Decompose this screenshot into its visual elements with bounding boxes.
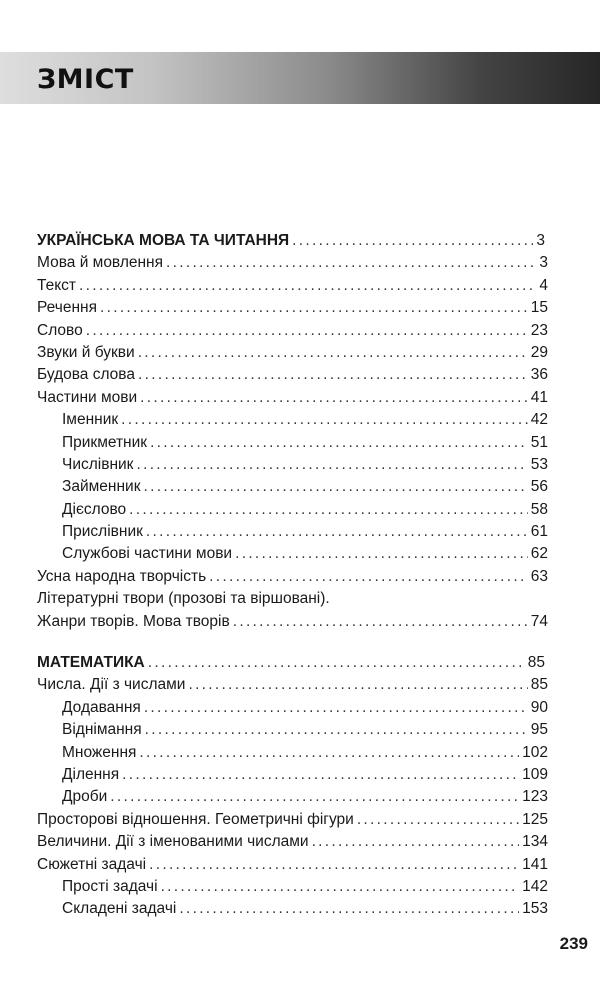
- toc-entry-label: Додавання: [62, 698, 141, 716]
- dot-leader: [140, 387, 528, 409]
- toc-entry: [37, 364, 548, 386]
- toc-entry-label: Мова й мовлення: [37, 254, 163, 272]
- toc-entry-label: Слово: [37, 321, 83, 339]
- dot-leader: [143, 476, 527, 498]
- page-title: ЗМІСТ: [37, 64, 134, 95]
- toc-entry: [37, 764, 548, 786]
- toc-entry-label: Жанри творів. Мова творів: [37, 612, 230, 630]
- toc-entry: [37, 320, 548, 342]
- toc-page-number: 109: [522, 765, 548, 783]
- toc-page-number: 134: [522, 833, 548, 851]
- toc-section-title: МАТЕМАТИКА: [37, 654, 145, 672]
- toc-entry-label: Іменник: [62, 411, 119, 429]
- toc-entry: [37, 697, 548, 719]
- toc-section-title: УКРАЇНСЬКА МОВА ТА ЧИТАННЯ: [37, 232, 290, 249]
- toc-entry-label: Складені задачі: [62, 900, 177, 918]
- toc-entry-label: Речення: [37, 299, 97, 317]
- toc-page-number: 153: [522, 900, 548, 918]
- dot-leader: [357, 809, 519, 831]
- dot-leader: [292, 230, 533, 252]
- dot-leader: [100, 297, 528, 319]
- toc-entry-label: Літературні твори (прозові та віршовані).: [37, 590, 330, 608]
- dot-leader: [235, 543, 528, 565]
- dot-leader: [79, 275, 536, 297]
- dot-leader: [136, 454, 527, 476]
- toc-page-number: 3: [539, 254, 548, 272]
- toc-entry-label: Дроби: [62, 788, 108, 806]
- toc-page-number: 29: [530, 343, 548, 361]
- toc-entry: [37, 674, 548, 696]
- toc-page-number: 3: [536, 232, 545, 249]
- toc-entry: [37, 831, 548, 853]
- toc-page-number: 36: [530, 366, 548, 384]
- dot-leader: [145, 719, 528, 741]
- toc-page-number: 95: [530, 721, 548, 739]
- toc-entry-label: Числа. Дії з числами: [37, 676, 186, 694]
- toc-entry: [37, 297, 548, 319]
- toc-page-number: 74: [530, 612, 548, 630]
- toc-entry: [37, 543, 548, 565]
- toc-entry: [37, 854, 548, 876]
- toc-entry: [37, 275, 548, 297]
- toc-entry-label: Усна народна творчість: [37, 567, 207, 585]
- dot-leader: [188, 674, 527, 696]
- toc-section-header: [37, 230, 548, 252]
- toc-entry: [37, 387, 548, 409]
- dot-leader: [138, 342, 528, 364]
- toc-entry: [37, 499, 548, 521]
- toc-entry: [37, 566, 548, 588]
- toc-entry-label: Просторові відношення. Геометричні фігури: [37, 810, 354, 828]
- toc-entry-label: Прості задачі: [62, 877, 158, 895]
- toc-entry-label: Сюжетні задачі: [37, 855, 147, 873]
- dot-leader: [312, 831, 520, 853]
- toc-entry-label: Текст: [37, 276, 77, 294]
- toc-section-header: [37, 652, 548, 674]
- toc-entry: [37, 432, 548, 454]
- dot-leader: [86, 320, 528, 342]
- dot-leader: [161, 876, 520, 898]
- toc-entry: [37, 742, 548, 764]
- toc-entry-label: Будова слова: [37, 366, 135, 384]
- toc-entry: [37, 786, 548, 808]
- toc-entry: [37, 611, 548, 633]
- toc-page-number: 41: [530, 388, 548, 406]
- toc-entry: [37, 719, 548, 741]
- dot-leader: [110, 786, 519, 808]
- toc-page-number: 56: [530, 478, 548, 496]
- toc-page-number: 4: [539, 276, 548, 294]
- toc-entry-label: Ділення: [62, 765, 120, 783]
- toc-entry-label: Прислівник: [62, 523, 143, 541]
- toc-entry: [37, 521, 548, 543]
- toc-entry-label: Частини мови: [37, 388, 138, 406]
- toc-entry-label: Величини. Дії з іменованими числами: [37, 833, 309, 851]
- toc-section: [37, 652, 548, 921]
- toc-entry: [37, 409, 548, 431]
- toc-page-number: 102: [522, 743, 548, 761]
- toc-entry-label: Займенник: [62, 478, 141, 496]
- toc-entry-label: Множення: [62, 743, 137, 761]
- toc-entry: [37, 809, 548, 831]
- toc-entry-label: Віднімання: [62, 721, 142, 739]
- toc-page-number: 85: [527, 654, 545, 672]
- page-number: 239: [559, 934, 588, 953]
- toc-entry-label: Числівник: [62, 455, 134, 473]
- toc-entry: [37, 898, 548, 920]
- dot-leader: [144, 697, 528, 719]
- dot-leader: [149, 854, 519, 876]
- dot-leader: [233, 611, 528, 633]
- dot-leader: [150, 432, 528, 454]
- toc-page-number: 53: [530, 455, 548, 473]
- dot-leader: [209, 566, 528, 588]
- dot-leader: [121, 409, 528, 431]
- contents-banner: [0, 52, 600, 104]
- toc-page-number: 61: [530, 523, 548, 541]
- toc-entry: [37, 454, 548, 476]
- toc-page-number: 58: [530, 500, 548, 518]
- toc-entry: [37, 342, 548, 364]
- toc-page-number: 15: [530, 299, 548, 317]
- dot-leader: [139, 742, 519, 764]
- toc-page-number: 141: [522, 855, 548, 873]
- toc-section: [37, 230, 548, 633]
- toc-page-number: 125: [522, 810, 548, 828]
- dot-leader: [148, 652, 525, 674]
- table-of-contents: [37, 230, 548, 940]
- toc-entry: [37, 476, 548, 498]
- toc-page-number: 63: [530, 567, 548, 585]
- toc-entry: [37, 252, 548, 274]
- toc-entry: [37, 876, 548, 898]
- dot-leader: [179, 898, 519, 920]
- dot-leader: [146, 521, 528, 543]
- toc-page-number: 42: [530, 411, 548, 429]
- dot-leader: [122, 764, 519, 786]
- toc-page-number: 51: [530, 433, 548, 451]
- toc-page-number: 123: [522, 788, 548, 806]
- toc-entry-label: Прикметник: [62, 433, 148, 451]
- dot-leader: [129, 499, 528, 521]
- toc-page-number: 90: [530, 698, 548, 716]
- toc-entry-label: Звуки й букви: [37, 343, 135, 361]
- toc-page-number: 62: [530, 545, 548, 563]
- dot-leader: [138, 364, 528, 386]
- toc-page-number: 23: [530, 321, 548, 339]
- toc-entry: [37, 588, 548, 610]
- dot-leader: [166, 252, 536, 274]
- toc-entry-label: Службові частини мови: [62, 545, 233, 563]
- toc-page-number: 142: [522, 877, 548, 895]
- toc-entry-label: Дієслово: [62, 500, 127, 518]
- toc-page-number: 85: [530, 676, 548, 694]
